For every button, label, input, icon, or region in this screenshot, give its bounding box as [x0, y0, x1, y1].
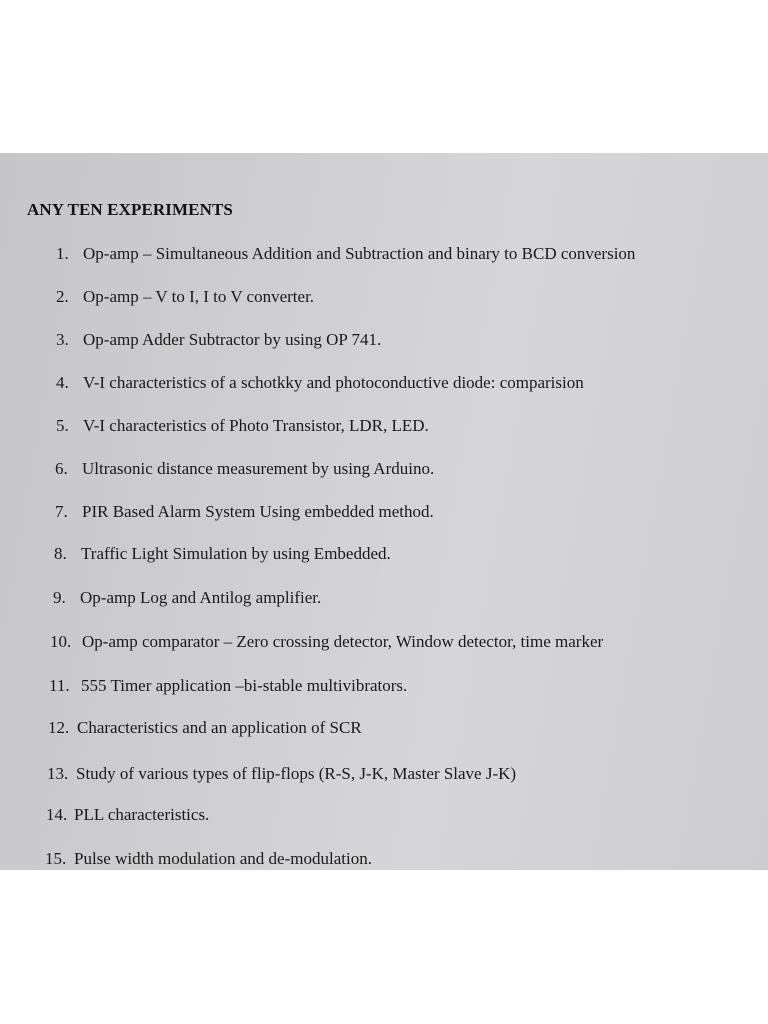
- item-number: 7.: [55, 502, 68, 521]
- list-item: [56, 416, 429, 436]
- list-item: [46, 805, 209, 825]
- item-number: 4.: [56, 373, 69, 392]
- item-text: Op-amp – V to I, I to V converter.: [83, 287, 315, 306]
- item-number: 15.: [45, 849, 67, 868]
- item-text: 555 Timer application –bi-stable multivibrators.: [81, 676, 408, 695]
- item-number: 6.: [55, 459, 68, 478]
- list-item: [47, 764, 516, 784]
- list-item: [56, 330, 381, 350]
- experiment-list: [0, 153, 768, 870]
- list-item: [48, 718, 362, 738]
- item-text: Characteristics and an application of SCR: [77, 718, 362, 737]
- item-text: Ultrasonic distance measurement by using Arduino.: [82, 459, 435, 478]
- item-number: 13.: [47, 764, 69, 783]
- item-number: 9.: [53, 588, 66, 607]
- section-heading: ANY TEN EXPERIMENTS: [27, 200, 233, 219]
- list-item: [56, 287, 314, 307]
- item-number: 2.: [56, 287, 69, 306]
- item-number: 14.: [46, 805, 68, 824]
- item-text: Op-amp Adder Subtractor by using OP 741.: [83, 330, 382, 349]
- item-number: 8.: [54, 544, 67, 563]
- item-number: 3.: [56, 330, 69, 349]
- list-item: [56, 244, 635, 264]
- list-item: [55, 459, 434, 479]
- item-text: Op-amp Log and Antilog amplifier.: [80, 588, 322, 607]
- list-item: [53, 588, 321, 608]
- list-item: [56, 373, 584, 393]
- item-text: Op-amp – Simultaneous Addition and Subtraction and binary to BCD conversion: [83, 244, 636, 263]
- list-item: [45, 849, 372, 869]
- item-text: V-I characteristics of a schotkky and photoconductive diode: comparision: [83, 373, 584, 392]
- item-text: Traffic Light Simulation by using Embedded.: [81, 544, 391, 563]
- photographed-page: [0, 153, 768, 870]
- item-number: 1.: [56, 244, 69, 263]
- item-text: PIR Based Alarm System Using embedded method.: [82, 502, 434, 521]
- item-number: 11.: [49, 676, 70, 695]
- item-number: 5.: [56, 416, 69, 435]
- item-number: 12.: [48, 718, 70, 737]
- list-item: [50, 632, 603, 652]
- list-item: [54, 544, 391, 564]
- item-text: V-I characteristics of Photo Transistor, LDR, LED.: [83, 416, 429, 435]
- item-text: Study of various types of flip-flops (R-S, J-K, Master Slave J-K): [76, 764, 517, 783]
- item-text: PLL characteristics.: [74, 805, 210, 824]
- item-number: 10.: [50, 632, 72, 651]
- item-text: Pulse width modulation and de-modulation.: [74, 849, 372, 868]
- list-item: [55, 502, 434, 522]
- list-item: [49, 676, 407, 696]
- item-text: Op-amp comparator – Zero crossing detector, Window detector, time marker: [82, 632, 604, 651]
